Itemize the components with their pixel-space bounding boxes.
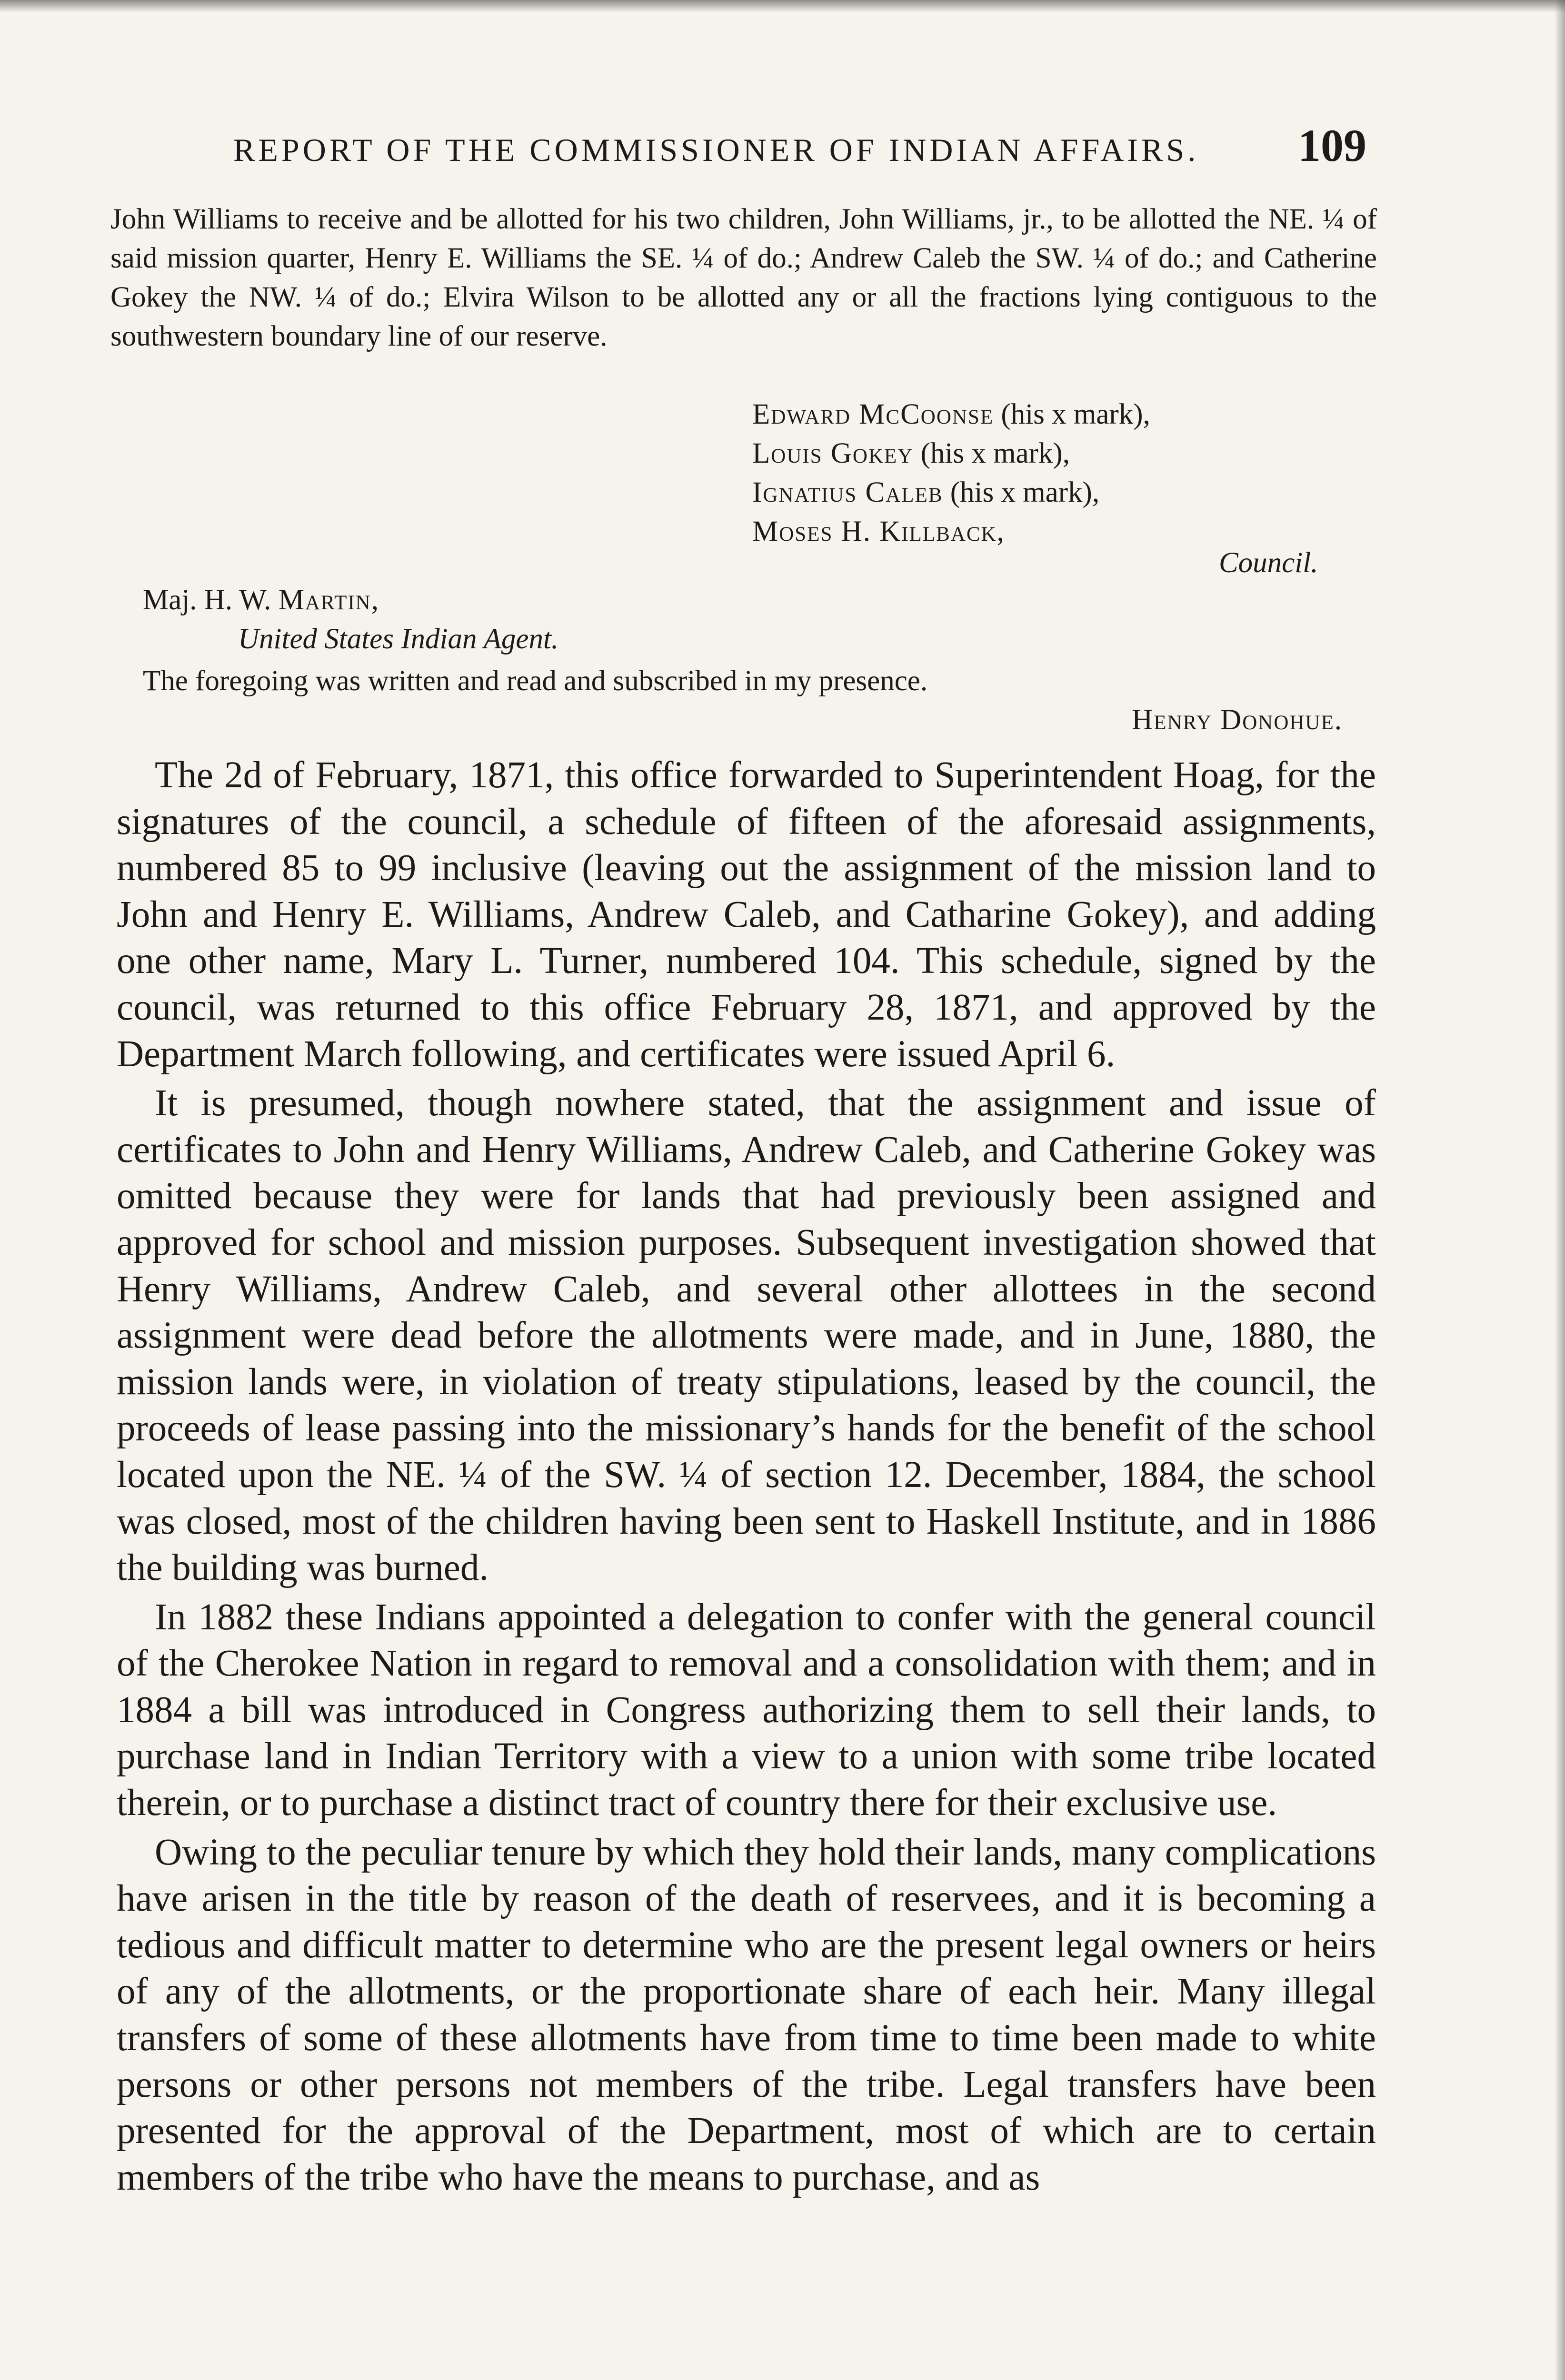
signer-suffix: (his x mark), [994, 398, 1150, 430]
signer-suffix: , [997, 516, 1004, 547]
signature-block [752, 395, 1150, 551]
allotment-paragraph: John Williams to receive and be allotted for his two children, John Williams, jr., to be allotted the NE. ¼ of said mission quarter, Henry E. Williams the SE. ¼ of do.; Andrew Caleb the SW. ¼ of do.; and Catherine Gokey the NW. ¼ of do.; Elvira Wilson to be allotted any or all the fractions lying contiguous to the southwestern boundary line of our reserve. [110, 203, 1377, 352]
signer-name: Edward McCoonse [752, 398, 994, 430]
addressee-name-suffix: , [371, 584, 379, 616]
signer-line [752, 473, 1150, 512]
council-label: Council. [1219, 547, 1318, 579]
paragraph: Owing to the peculiar tenure by which they hold their lands, many complications have arisen in the title by reason of the death of reservees, and it is becoming a tedious and difficult matter to determine who are the present legal owners or heirs of any of the allotments, or the proportionate share of each heir. Many illegal transfers of some of these allotments have from time to time been made to white persons or other persons not members of the tribe. Legal transfers have been presented for the approval of the Department, most of which are to certain members of the tribe who have the means to purchase, and as [117, 1831, 1376, 2198]
signer-name: Moses H. Killback [752, 516, 997, 547]
signer-line [752, 395, 1150, 434]
page-number: 109 [1298, 120, 1366, 171]
addressee-title: United States Indian Agent. [238, 623, 559, 655]
addressee-name [143, 581, 558, 620]
witness-block [143, 662, 1381, 740]
signer-suffix: (his x mark), [943, 476, 1100, 508]
allotment-text [110, 200, 1377, 356]
paragraph: It is presumed, though nowhere stated, that the assignment and issue of certificates to John and Henry Williams, Andrew Caleb, and Catherine Gokey was omitted because they were for lands that had previously been assigned and approved for school and mission purposes. Subsequent investigation showed that Henry Williams, Andrew Caleb, and several other allottees in the second assignment were dead before the allotments were made, and in June, 1880, the mission lands were, in violation of treaty stipulations, leased by the council, the proceeds of lease passing into the missionary’s hands for the benefit of the school located upon the NE. ¼ of the SW. ¼ of section 12. December, 1884, the school was closed, most of the children having been sent to Haskell Institute, and in 1886 the building was burned. [117, 1082, 1376, 1589]
signer-line [752, 512, 1150, 551]
addressee-surname: Martin [278, 584, 371, 616]
signer-suffix: (his x mark), [913, 437, 1070, 469]
paragraph: In 1882 these Indians appointed a delegation to confer with the general council of the Cherokee Nation in regard to removal and a consolidation with them; and in 1884 a bill was introduced in Congress authorizing them to sell their lands, to purchase land in Indian Territory with a view to a union with some tribe located therein, or to purchase a distinct tract of country there for their exclusive use. [117, 1596, 1376, 1824]
signer-name: Louis Gokey [752, 437, 914, 469]
witness-statement: The foregoing was written and read and subscribed in my presence. [143, 665, 928, 697]
running-head: REPORT OF THE COMMISSIONER OF INDIAN AFFAIRS. [233, 132, 1199, 168]
addressee-name-prefix: Maj. H. W. [143, 584, 279, 616]
signer-name: Ignatius Caleb [752, 476, 943, 508]
page-header [233, 119, 1366, 172]
scan-top-edge [0, 0, 1565, 12]
scan-right-edge [1555, 0, 1565, 2380]
witness-signer: Henry Donohue. [1132, 704, 1343, 736]
paragraph: The 2d of February, 1871, this office forwarded to Superintendent Hoag, for the signatures of the council, a schedule of fifteen of the aforesaid assignments, numbered 85 to 99 inclusive (leaving out the assignment of the mission land to John and Henry E. Williams, Andrew Caleb, and Catharine Gokey), and adding one other name, Mary L. Turner, numbered 104. This schedule, signed by the council, was returned to this office February 28, 1871, and approved by the Department March following, and certificates were issued April 6. [117, 754, 1376, 1075]
body-text [117, 752, 1376, 2203]
addressee-block [143, 581, 558, 659]
signer-line [752, 434, 1150, 473]
